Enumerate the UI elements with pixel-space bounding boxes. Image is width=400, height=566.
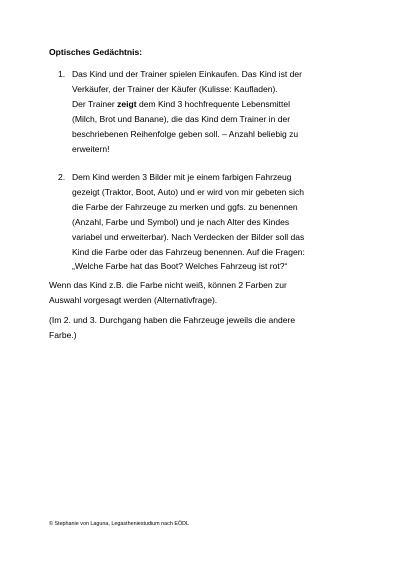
text-fragment: dem Kind 3 hochfrequente Lebensmittel <box>136 98 291 109</box>
text-line: erweitern! <box>72 143 110 154</box>
text-line: die Farbe der Fahrzeuge zu merken und ggfs. zu benennen <box>72 201 298 212</box>
document-title: Optisches Gedächtnis: <box>49 47 143 57</box>
text-line: Wenn das Kind z.B. die Farbe nicht weiß, können 2 Farben zur <box>49 280 287 290</box>
text-line: (Anzahl, Farbe und Symbol) und je nach Alter des Kindes <box>72 216 290 227</box>
list-item-number: 1. <box>58 69 66 79</box>
text-line: variabel und erweiterbar). Nach Verdecken der Bilder soll das <box>72 231 305 242</box>
text-line-with-emphasis <box>72 97 358 112</box>
list-item <box>58 170 358 274</box>
list-item-text <box>72 67 358 156</box>
text-line: (Im 2. und 3. Durchgang haben die Fahrzeuge jeweils die andere <box>49 315 296 325</box>
text-line: Farbe.) <box>49 329 77 340</box>
text-line: beschriebenen Reihenfolge geben soll. – Anzahl beliebig zu <box>72 128 299 139</box>
text-line: Kind die Farbe oder das Fahrzeug benennen. Auf die Fragen: <box>72 246 305 257</box>
text-line: gezeigt (Traktor, Boot, Auto) und er wird von mir gebeten sich <box>72 186 304 197</box>
text-line: (Milch, Brot und Banane), die das Kind dem Trainer in der <box>72 113 291 124</box>
list-item <box>58 67 358 156</box>
text-line: Verkäufer, der Trainer der Käufer (Kulisse: Kaufladen). <box>72 83 278 94</box>
text-line: „Welche Farbe hat das Boot? Welches Fahrzeug ist rot?“ <box>72 261 288 272</box>
text-fragment: Der Trainer <box>72 98 118 109</box>
text-line: Auswahl vorgesagt werden (Alternativfrage). <box>49 294 218 305</box>
body-paragraph <box>49 313 359 343</box>
list-item-number: 2. <box>58 172 66 182</box>
list-item-text <box>72 170 358 274</box>
copyright-footer: © Stephanie von Laguna, Legastheniestudium nach EÖDL <box>49 521 190 527</box>
text-line: Das Kind und der Trainer spielen Einkaufen. Das Kind ist der <box>72 69 302 79</box>
body-paragraph <box>49 278 359 308</box>
emphasized-word: zeigt <box>117 98 137 109</box>
text-line: Dem Kind werden 3 Bilder mit je einem farbigen Fahrzeug <box>72 172 292 182</box>
